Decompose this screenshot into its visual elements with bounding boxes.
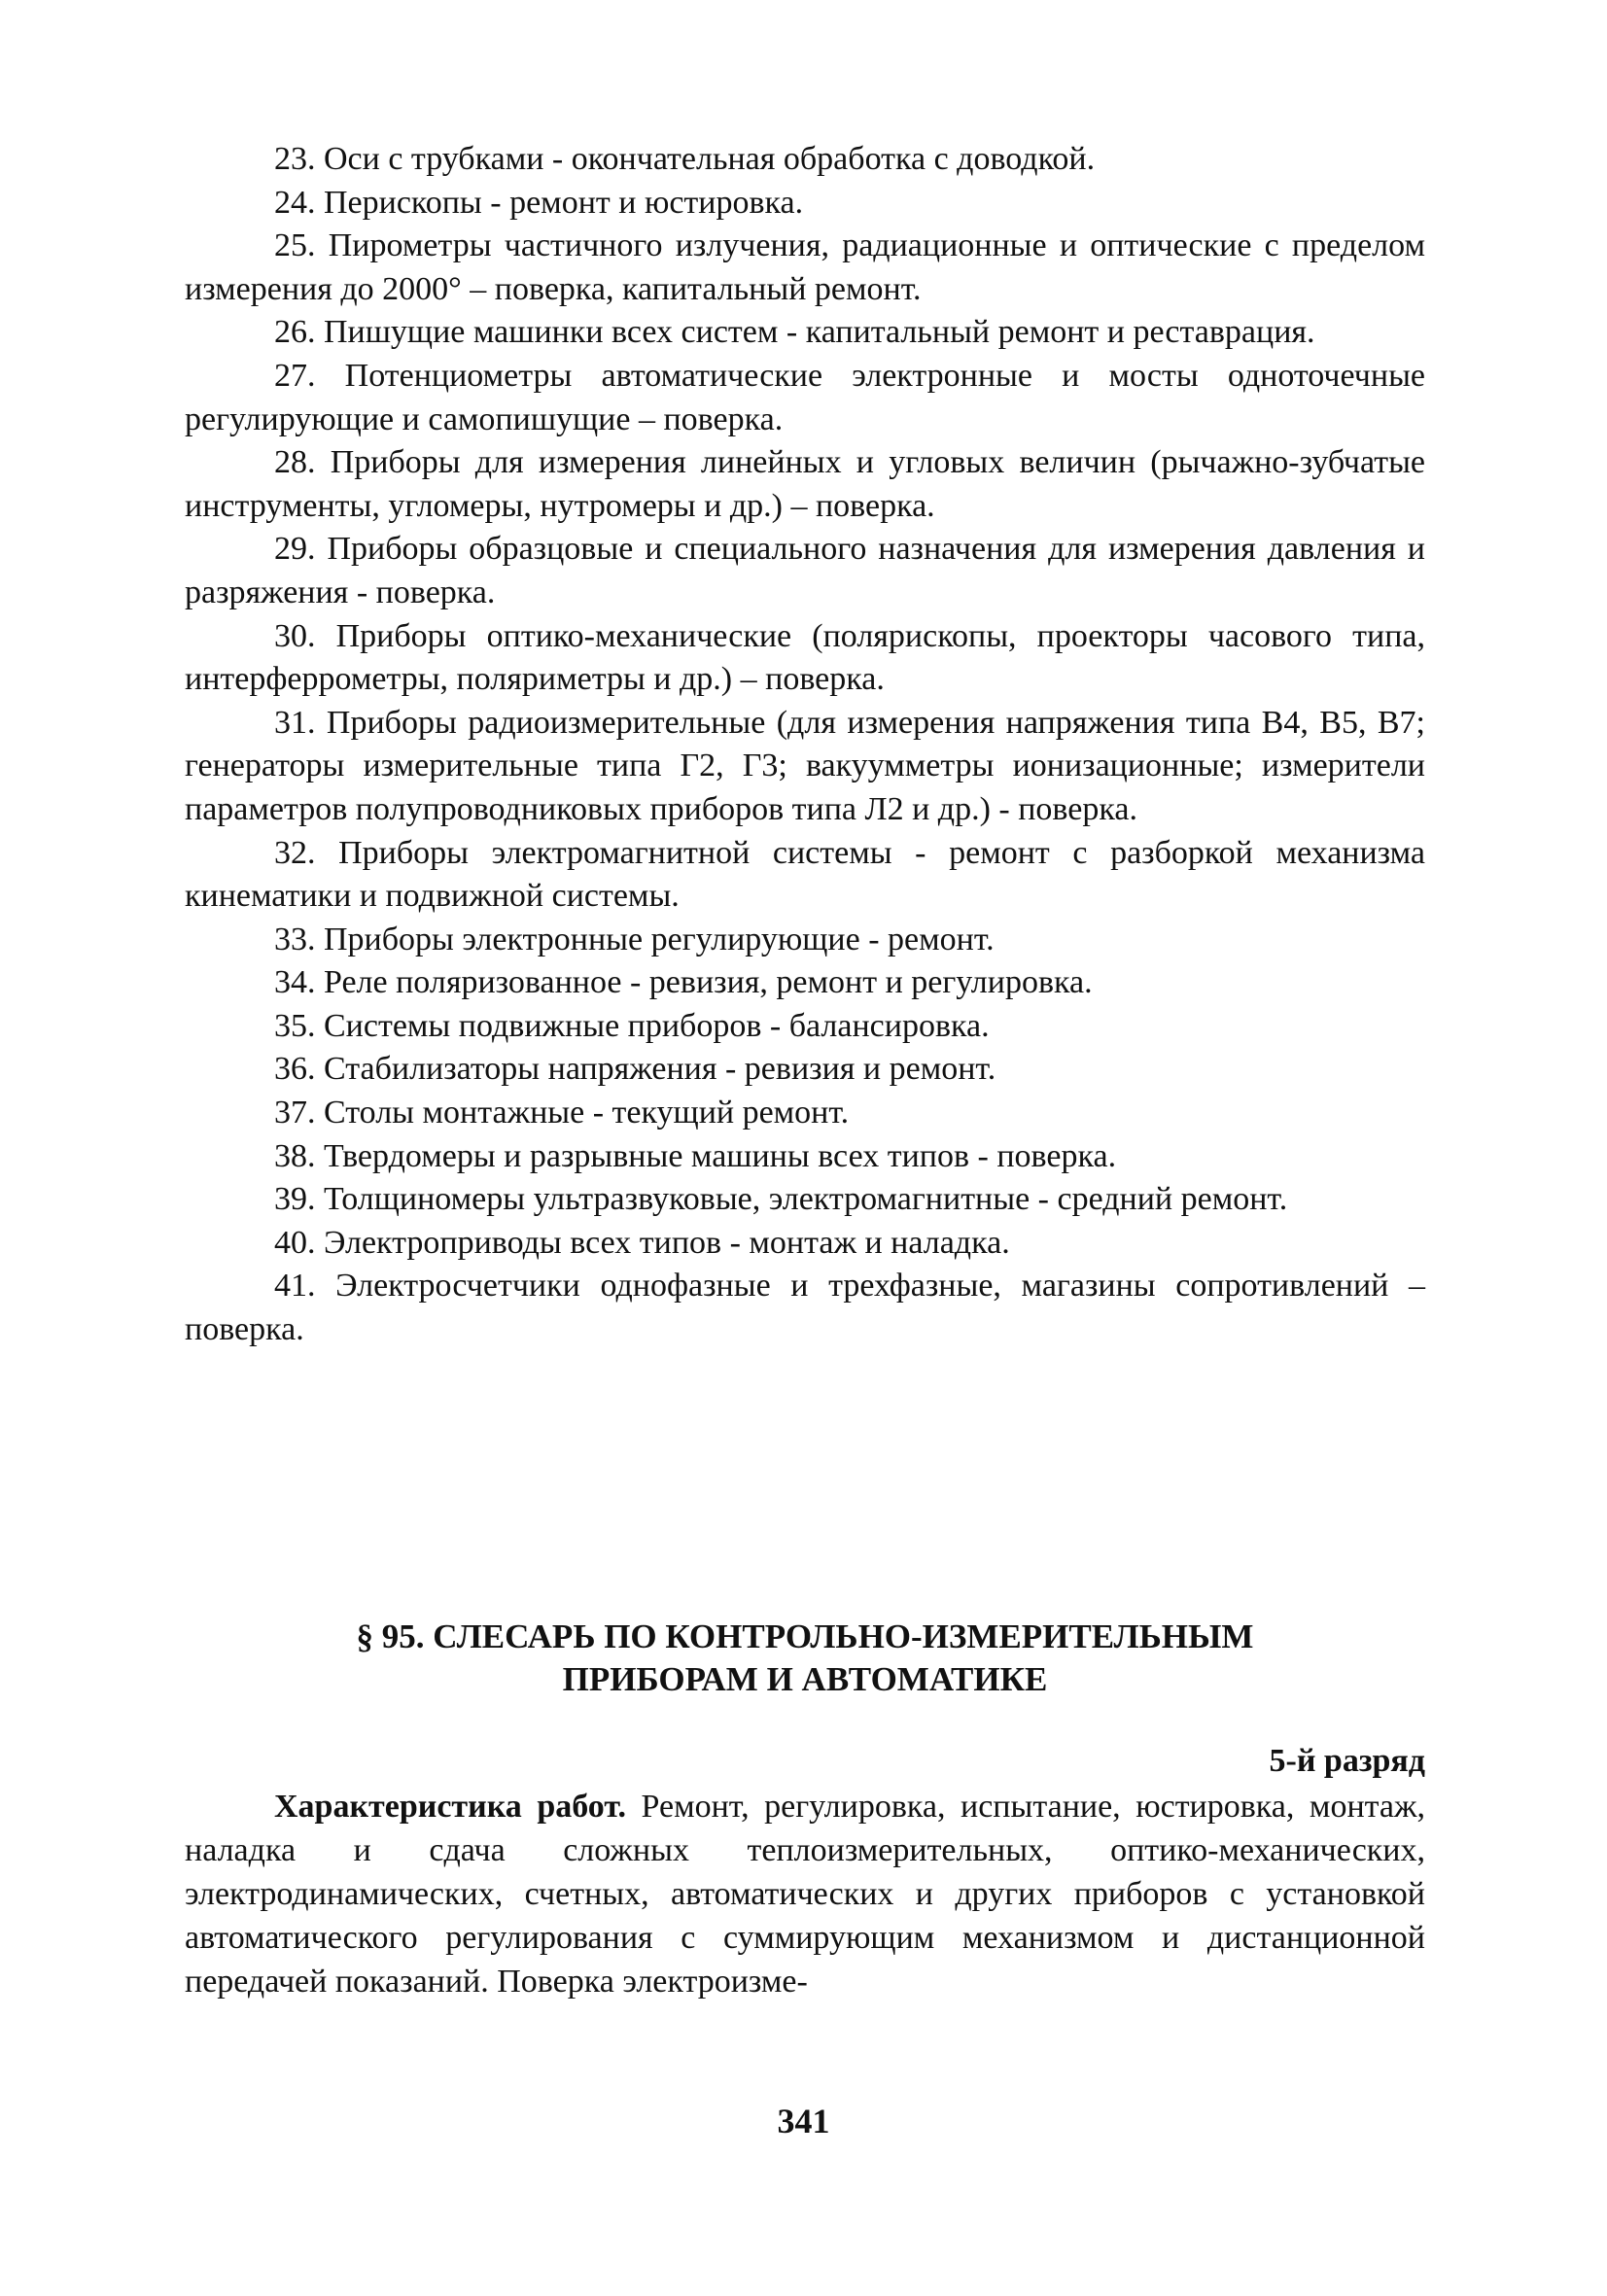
list-item: 27. Потенциометры автоматические электронные и мосты одноточечные регулирующие и самопишущие – поверка.	[185, 357, 1425, 437]
characteristic-text: Ремонт, регулировка, испытание, юстировка, монтаж, наладка и сдача сложных теплоизмерительных, оптико-механических, электродинамических, счетных, автоматических и других приборов с установкой автоматического регулирования с суммирующим механизмом и дистанционной передачей показаний. Поверка электроизме-	[185, 1789, 1425, 2000]
list-item: 32. Приборы электромагнитной системы - ремонт с разборкой механизма кинематики и подвижной системы.	[185, 834, 1425, 915]
list-item: 38. Твердомеры и разрывные машины всех типов - поверка.	[274, 1137, 1117, 1174]
list-item: 26. Пишущие машинки всех систем - капитальный ремонт и реставрация.	[274, 314, 1315, 351]
page-number: 341	[777, 2102, 830, 2140]
list-item: 29. Приборы образцовые и специального назначения для измерения давления и разряжения - поверка.	[185, 531, 1425, 610]
list-item: 30. Приборы оптико-механические (полярископы, проекторы часового типа, интерферрометры, поляриметры и др.) – поверка.	[185, 617, 1425, 698]
list-item: 28. Приборы для измерения линейных и угловых величин (рычажно-зубчатые инструменты, угломеры, нутромеры и др.) – поверка.	[185, 444, 1425, 524]
list-item: 40. Электроприводы всех типов - монтаж и наладка.	[274, 1224, 1010, 1261]
list-item: 37. Столы монтажные - текущий ремонт.	[274, 1095, 850, 1131]
section-heading-line-1: § 95. СЛЕСАРЬ ПО КОНТРОЛЬНО-ИЗМЕРИТЕЛЬНЫМ	[356, 1618, 1254, 1655]
characteristic-label: Характеристика работ.	[274, 1789, 626, 1825]
list-item: 36. Стабилизаторы напряжения - ревизия и ремонт.	[274, 1051, 996, 1088]
list-item: 34. Реле поляризованное - ревизия, ремонт и регулировка.	[274, 964, 1093, 1001]
list-item: 24. Перископы - ремонт и юстировка.	[274, 184, 804, 221]
list-item: 35. Системы подвижные приборов - балансировка.	[274, 1007, 990, 1044]
list-item: 33. Приборы электронные регулирующие - ремонт.	[274, 921, 995, 957]
list-item: 31. Приборы радиоизмерительные (для измерения напряжения типа В4, В5, В7; генераторы измерительные типа Г2, Г3; вакуумметры ионизационные; измерители параметров полупроводниковых приборов типа Л2 и др.) - поверка.	[185, 704, 1425, 827]
section-heading-line-2: ПРИБОРАМ И АВТОМАТИКЕ	[562, 1660, 1048, 1698]
work-examples-list	[185, 138, 1425, 1352]
section-heading	[185, 1616, 1425, 1701]
list-item: 39. Толщиномеры ультразвуковые, электромагнитные - средний ремонт.	[274, 1181, 1288, 1218]
list-item: 25. Пирометры частичного излучения, радиационные и оптические с пределом измерения до 2000° – поверка, капитальный ремонт.	[185, 227, 1425, 307]
list-item: 41. Электросчетчики однофазные и трехфазные, магазины сопротивлений – поверка.	[185, 1268, 1425, 1348]
list-item: 23. Оси с трубками - окончательная обработка с доводкой.	[274, 141, 1096, 177]
work-characteristic-paragraph	[185, 1785, 1425, 2003]
grade-label: 5-й разряд	[1269, 1743, 1425, 1779]
